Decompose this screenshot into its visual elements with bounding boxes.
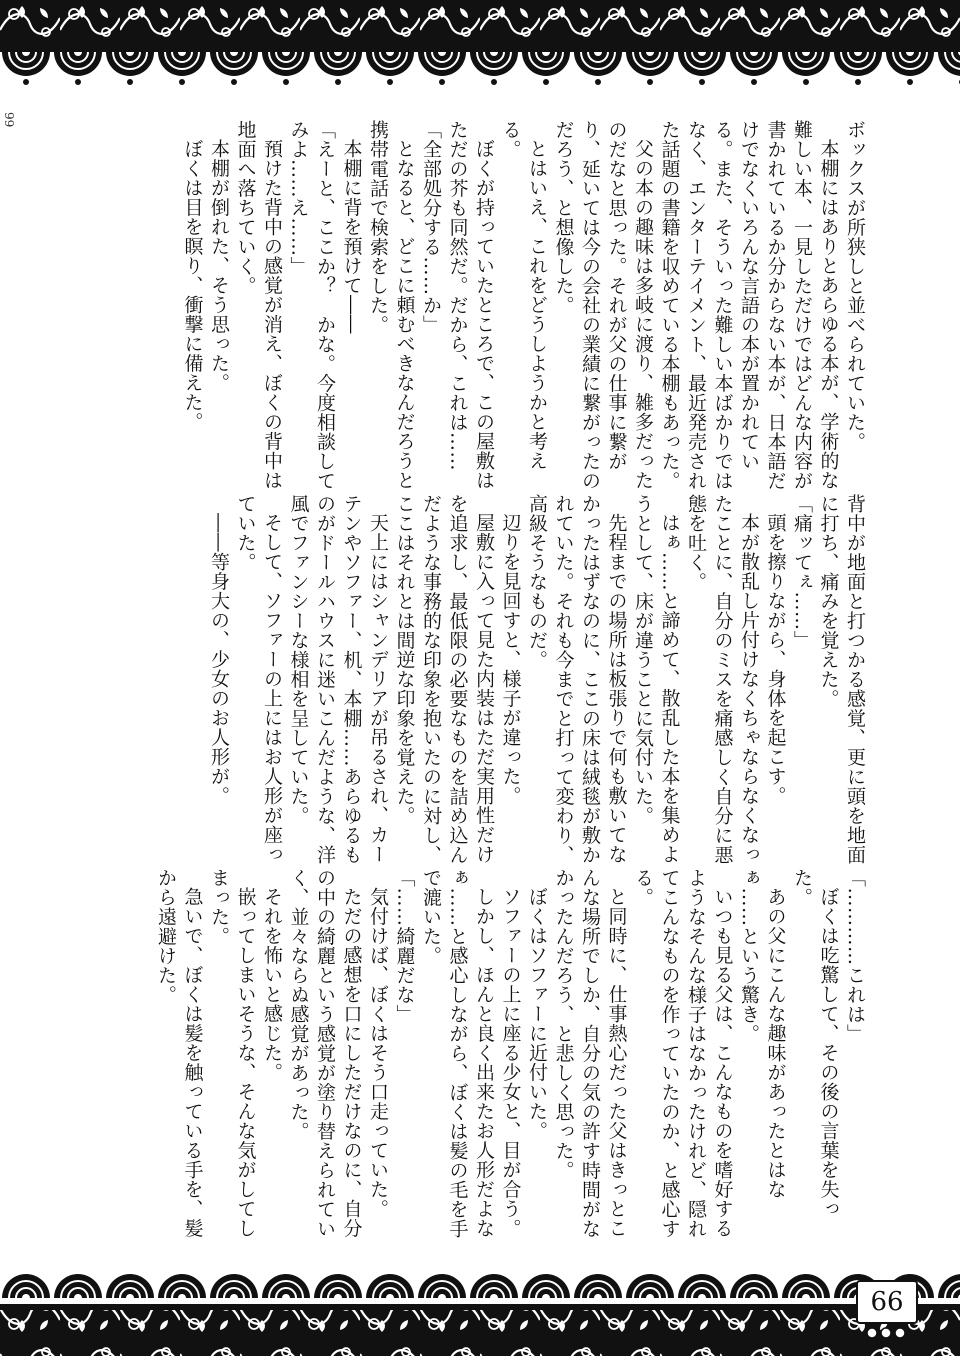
paragraph: 背中が地面と打つかる感覚、更に頭を地面に打ち、痛みを覚えた。 [817,494,866,865]
dialogue: 「…………これは」 [844,868,866,1044]
bottom-lace-border [0,1246,960,1356]
dialogue: 「全部処分する……か」 [420,120,442,335]
paragraph: 頭を擦りながら、身体を起こす。 [764,513,787,806]
paragraph: ボックスが所狭しと並べられていた。 [844,120,866,452]
paragraph: しかし、ほんと良く出来たお人形だよなぁ……と感心しながら、ぼくは髪の毛を手で漉いた。 [420,868,495,1239]
paragraph: はぁ……と諦めて、散乱した本を集めようとして、床が違うことに気付いた。 [632,494,681,864]
body-text [88,120,868,1240]
paragraph: それを怖いと感じた。 [261,887,283,1082]
folio-dots-icon [866,1326,906,1340]
paragraph: ぼくは吃驚して、その後の言葉を失った。 [791,868,840,1219]
paragraph: 天上にはシャンデリアが吊るされ、カーテンやソファー、机、本棚……あらゆるものがドールハウスに迷いこんだような、洋風でファンシーな様相を呈していた。 [287,494,389,865]
dialogue: 「痛ッてぇ……」 [791,494,813,650]
paragraph: ぼくが持っていたところで、この屋敷はただの芥も同然だ。だから、これは…… [446,120,495,490]
paragraph: 屋敷に入って見た内装はただ実用性だけを追求し、最低限の必要なものを詰め込んだような事務的な印象を抱いたのに対し、ここはそれとは間逆な印象を覚えた。 [393,494,495,865]
paragraph: ソファーの上に座る少女と、目が合う。 [499,887,522,1238]
text-tier-3 [88,868,868,1240]
dialogue: 「……綺麗だな」 [393,868,416,1024]
top-lace-border [0,0,960,110]
paragraph: 急いで、ぼくは髪を触っている手を、髪から遠避けた。 [155,868,204,1238]
lace-ornament-icon [0,1246,960,1356]
paragraph: 本棚が倒れた、そう思った。 [208,139,230,393]
text-tier-1 [88,120,868,492]
paragraph: あの父にこんな趣味があったとはなぁ……という驚き。 [738,868,787,1199]
paragraph: ぼくはソファーに近付いた。 [526,887,548,1141]
paragraph: 本が散乱し片付けなくちゃならなくなったことに、自分のミスを痛感しく自分に悪態を吐く。 [685,494,760,865]
paragraph: ただの感想を口にしただけなのに、自分の中の綺麗という感覚が塗り替えられていく、並々ならぬ感覚があった。 [287,868,363,1239]
dialogue: 「えーと、ここか？ かな。今度相談してみよ……え……」 [287,120,336,491]
paragraph: 気付けば、ぼくはそう口走っていた。 [367,887,389,1219]
page-number: 66 [856,1280,918,1324]
paragraph: 先程までの場所は板張りで何も敷いてなかったはずなのに、ここの床は絨毯が敷かれていた。それも今までと打って変わり、高級そうなものだ。 [526,494,628,865]
paragraph: ぼくは目を瞑り、衝撃に備えた。 [181,139,204,432]
paragraph: そして、ソファーの上にはお人形が座っていた。 [234,494,283,864]
tiny-page-number: 66 [3,112,17,128]
paragraph: とはいえ、これをどうしようかと考える。 [499,120,548,471]
paragraph: となると、どこに頼むべきなんだろうと携帯電話で検索をした。 [367,120,416,490]
paragraph: 嵌ってしまいそうな、そんな気がしてしまった。 [208,868,257,1238]
lace-ornament-icon [0,0,960,110]
paragraph: と同時に、仕事熱心だった父はきっとこんな場所でしか、自分の気の許す時間がなかったんだろう、と悲しく思った。 [552,868,628,1239]
paragraph: 本棚に背を預けて―― [340,139,363,334]
paragraph: ――等身大の、少女のお人形が。 [208,513,230,806]
paragraph: いつも見る父は、こんなものを嗜好するようなそんな様子はなかったけれど、隠れてこんなものを作っていたのか、と感心する。 [632,868,734,1239]
paragraph: 父の本の趣味は多岐に渡り、雑多だったのだなと思った。それが父の仕事に繋がり、延いては今の会社の業績に繋がったのだろう、と想像した。 [552,120,654,491]
paragraph: 本棚にはありとあらゆる本が、学術的な難しい本、一見しただけではどんな内容が書かれているか分からない本が、日本語だけでなくいろんな言語の本が置かれている。また、そういった難しい本ばかりではなく、エンターテイメント、最近発売された話題の書籍を収めている本棚もあった。 [658,120,840,491]
text-tier-2 [88,494,868,866]
paragraph: 預けた背中の感覚が消え、ぼくの背中は地面へ落ちていく。 [234,120,283,490]
paragraph: 辺りを見回すと、様子が違った。 [499,513,522,806]
